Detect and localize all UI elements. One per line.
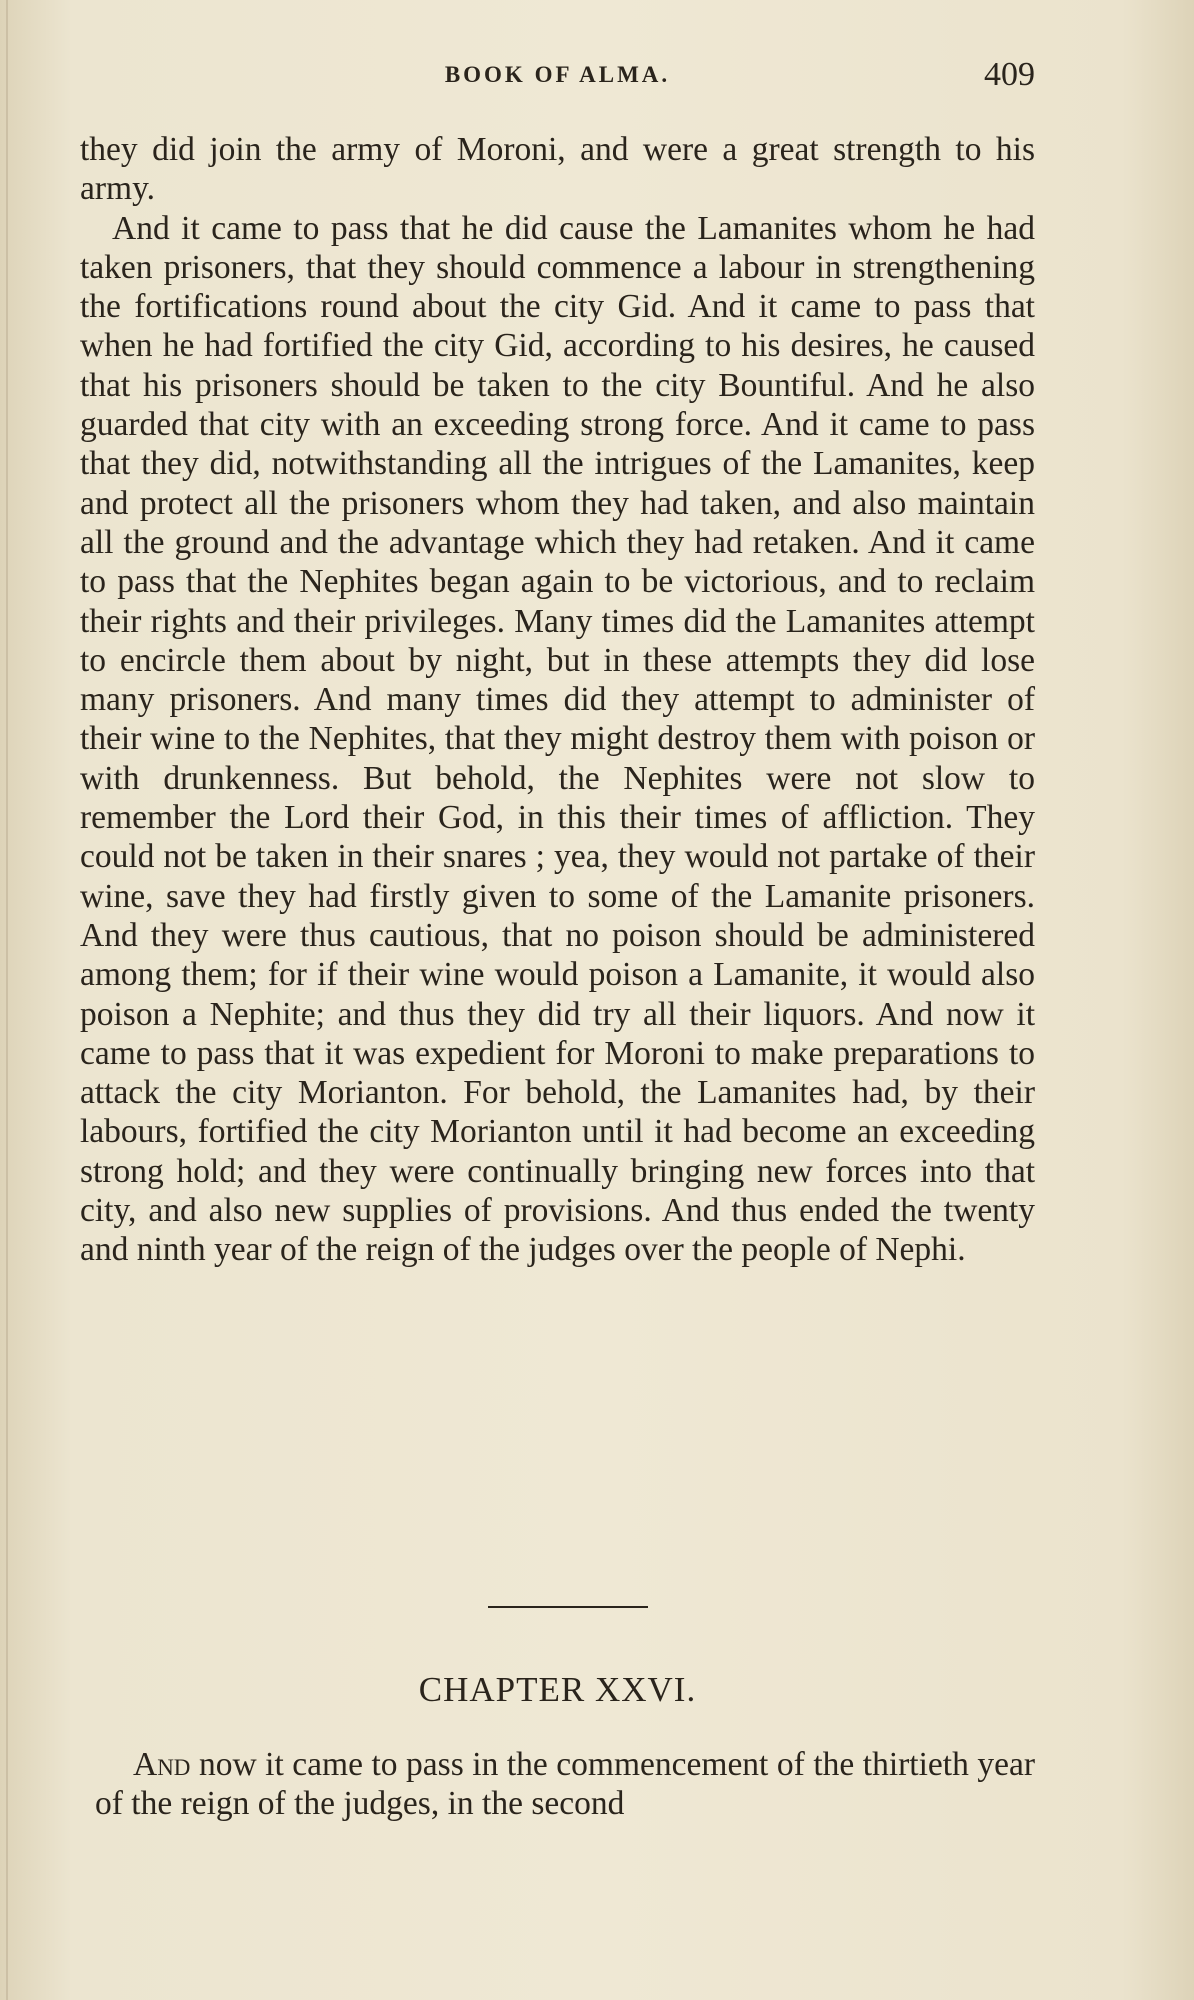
paragraph: And it came to pass that he did cause the Lamanites whom he had taken prisoners, that they should commence a labour in strengthening the fortifications round about the city Gid. And it came to pass that when he had fortified the city Gid, according to his desires, he caused that his prisoners should be taken to the city Bountiful. And he also guarded that city with an exceeding strong force. And it came to pass that they did, notwithstanding all the intrigues of the Lamanites, keep and protect all the prisoners whom they had taken, and also maintain all the ground and the advantage which they had retaken. And it came to pass that the Nephites began again to be victorious, and to reclaim their rights and their privileges. Many times did the Lamanites attempt to encircle them about by night, but in these attempts they did lose many prisoners. And many times did they attempt to administer of their wine to the Nephites, that they might destroy them with poison or with drunkenness. But behold, the Nephites were not slow to remember the Lord their God, in this their times of affliction. They could not be taken in their snares ; yea, they would not partake of their wine, save they had firstly given to some of the Lamanite prisoners. And they were thus cautious, that no poison should be administered among them; for if their wine would poison a Lamanite, it would also poison a Nephite; and thus they did try all their liquors. And now it came to pass that it was expedient for Moroni to make preparations to attack the city Morianton. For behold, the Lamanites had, by their labours, fortified the city Morianton until it had become an exceeding strong hold; and they were continually bringing new forces into that city, and also new supplies of provisions. And thus ended the twenty and ninth year of the reign of the judges over the people of Nephi. <box>80 209 1035 1269</box>
paragraph-continuation: they did join the army of Moroni, and were a great strength to his army. <box>80 131 1035 208</box>
chapter-opening-word: And <box>133 1746 191 1783</box>
running-head <box>80 58 1035 98</box>
page-number: 409 <box>984 56 1035 93</box>
page-gutter <box>6 0 8 2000</box>
running-title: BOOK OF ALMA. <box>444 62 671 87</box>
chapter-opening-paragraph <box>95 1745 1035 1824</box>
chapter-opening-text: now it came to pass in the commencement of the thirtieth year of the reign of the judges, in the second <box>95 1746 1035 1823</box>
chapter-heading: CHAPTER XXVI. <box>418 1670 697 1709</box>
section-divider <box>488 1606 648 1608</box>
main-text <box>80 130 1035 1270</box>
